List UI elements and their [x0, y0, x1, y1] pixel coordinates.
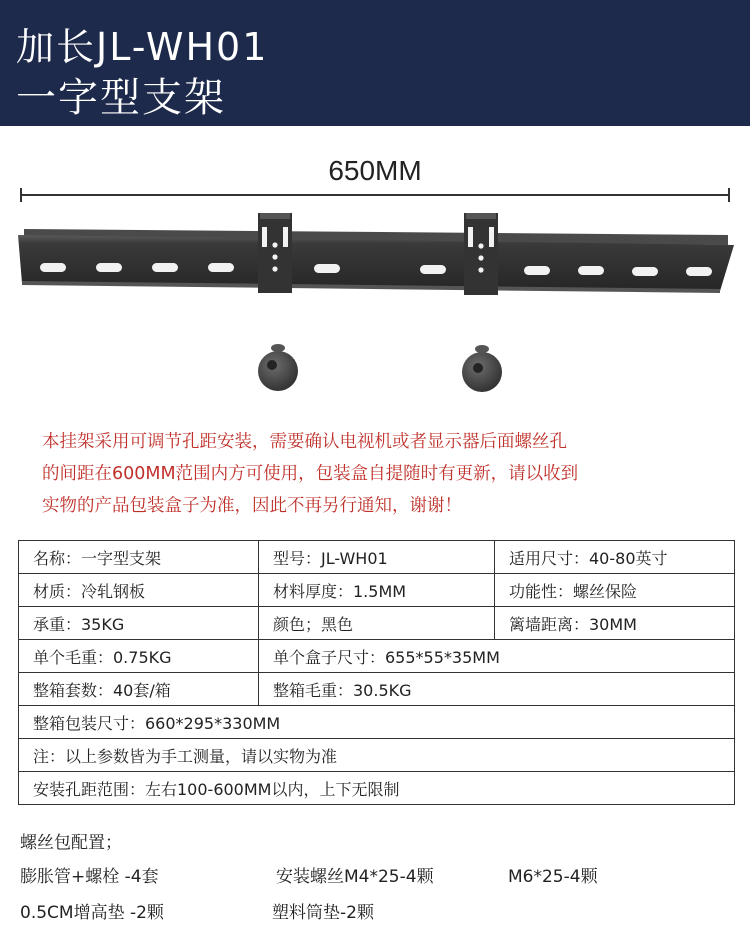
spec-note: 注：以上参数皆为手工测量，请以实物为准 [19, 739, 735, 772]
spec-box-size: 单个盒子尺寸：655*55*35MM [259, 640, 735, 673]
dimension-label: 650MM [328, 155, 422, 186]
spec-size-range: 适用尺寸：40-80英寸 [495, 541, 735, 574]
header-banner [0, 0, 750, 126]
spec-thickness: 材料厚度：1.5MM [259, 574, 495, 607]
spacer-cap-left [258, 344, 298, 391]
product-image [0, 205, 750, 415]
spec-carton-size: 整箱包装尺寸：660*295*330MM [19, 706, 735, 739]
hanger-bracket-right [464, 213, 498, 295]
spacer-cap-right [462, 345, 502, 392]
table-row [19, 673, 735, 706]
spec-function: 功能性：螺丝保险 [495, 574, 735, 607]
spec-hole-range: 安装孔距范围：左右100-600MM以内，上下无限制 [19, 772, 735, 805]
spec-table [18, 540, 735, 805]
notice-text [42, 426, 732, 522]
dimension-line [20, 194, 730, 196]
table-row [19, 706, 735, 739]
spec-color: 颜色；黑色 [259, 607, 495, 640]
table-row [19, 640, 735, 673]
wall-rail [18, 229, 734, 293]
spec-wall-distance: 篱墙距离：30MM [495, 607, 735, 640]
spec-carton-qty: 整箱套数：40套/箱 [19, 673, 259, 706]
screw-item: 0.5CM增高垫 -2颗 [20, 903, 164, 923]
table-row [19, 574, 735, 607]
screw-item: M6*25-4颗 [508, 867, 598, 887]
spec-name: 名称：一字型支架 [19, 541, 259, 574]
hanger-bracket-left [258, 213, 292, 293]
spec-carton-weight: 整箱毛重：30.5KG [259, 673, 735, 706]
spec-model: 型号：JL-WH01 [259, 541, 495, 574]
screw-item: 膨胀管+螺栓 -4套 [20, 867, 159, 887]
title-line-1: 加长JL-WH01 [16, 25, 269, 69]
table-row [19, 739, 735, 772]
notice-line: 本挂架采用可调节孔距安装，需要确认电视机或者显示器后面螺丝孔 [42, 432, 567, 452]
screw-item: 安装螺丝M4*25-4颗 [276, 867, 434, 887]
table-row [19, 772, 735, 805]
spec-material: 材质：冷轧钢板 [19, 574, 259, 607]
notice-line: 实物的产品包装盒子为准，因此不再另行通知，谢谢！ [42, 496, 462, 516]
table-row [19, 541, 735, 574]
screw-pack-heading: 螺丝包配置； [20, 833, 122, 853]
notice-line: 的间距在600MM范围内方可使用，包装盒自提随时有更新，请以收到 [42, 464, 579, 484]
spec-unit-weight: 单个毛重：0.75KG [19, 640, 259, 673]
title-line-2: 一字型支架 [16, 75, 226, 121]
spec-load: 承重：35KG [19, 607, 259, 640]
screw-item: 塑料筒垫-2颗 [272, 903, 374, 923]
table-row [19, 607, 735, 640]
